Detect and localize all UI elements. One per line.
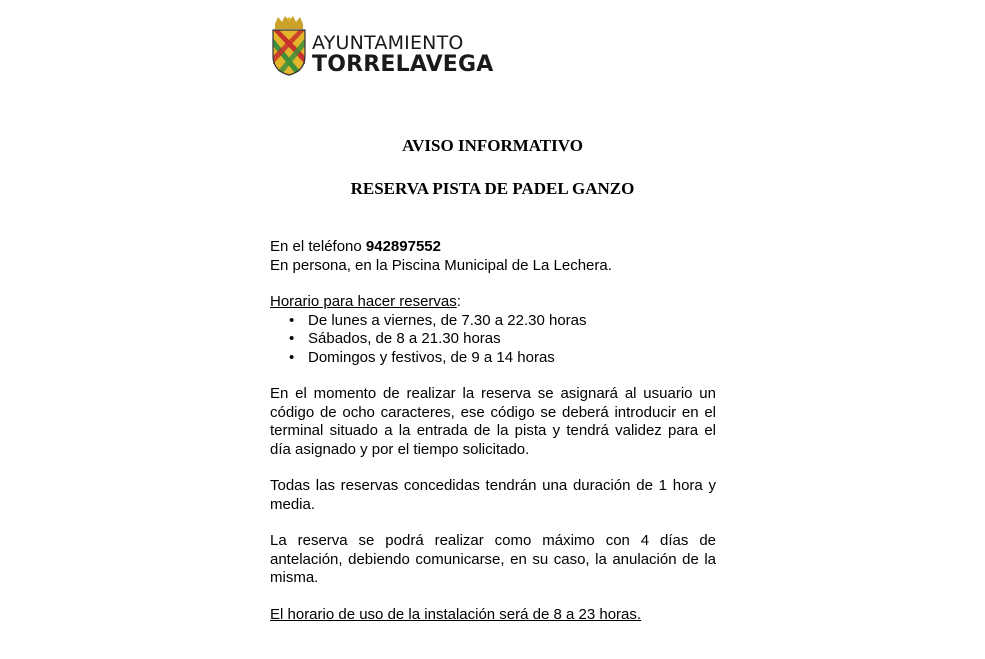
- phone-prefix: En el teléfono: [270, 238, 366, 255]
- schedule-list: [270, 312, 716, 368]
- schedule-item-sundays: • Domingos y festivos, de 9 a 14 horas: [308, 349, 716, 368]
- logo-line-2: TORRELAVEGA: [312, 52, 494, 77]
- phone-number: 942897552: [365, 238, 441, 255]
- ayuntamiento-logo: [270, 16, 494, 78]
- schedule-heading-colon: :: [456, 293, 461, 310]
- notice-body: [270, 238, 716, 624]
- duration-paragraph: Todas las reservas concedidas tendrán una duración de 1 hora y media.: [270, 477, 716, 513]
- advance-paragraph: La reserva se podrá realizar como máximo con 4 días de antelación, debiendo comunicarse, en su caso, la anulación de la misma.: [270, 532, 716, 586]
- schedule-heading-text: Horario para hacer reservas: [270, 293, 457, 310]
- schedule-heading: [270, 293, 716, 312]
- notice-subtitle: RESERVA PISTA DE PADEL GANZO: [350, 179, 635, 198]
- logo-line-1: AYUNTAMIENTO: [312, 32, 464, 54]
- schedule-item-weekdays: • De lunes a viernes, de 7.30 a 22.30 horas: [308, 312, 716, 331]
- code-paragraph: En el momento de realizar la reserva se asignará al usuario un código de ocho caracteres, ese código se deberá introducir en el terminal situado a la entrada de la pista y tendrá validez para el día asignado y por el tiempo solicitado.: [270, 385, 716, 458]
- phone-line: [270, 238, 716, 257]
- notice-title: AVISO INFORMATIVO: [402, 136, 583, 155]
- schedule-item-saturdays: • Sábados, de 8 a 21.30 horas: [308, 330, 716, 349]
- in-person-line: En persona, en la Piscina Municipal de La Lechera.: [270, 256, 612, 274]
- usage-hours-paragraph: El horario de uso de la instalación será de 8 a 23 horas.: [270, 605, 642, 623]
- logo-wordmark: [312, 32, 494, 76]
- coat-of-arms-icon: [270, 16, 308, 76]
